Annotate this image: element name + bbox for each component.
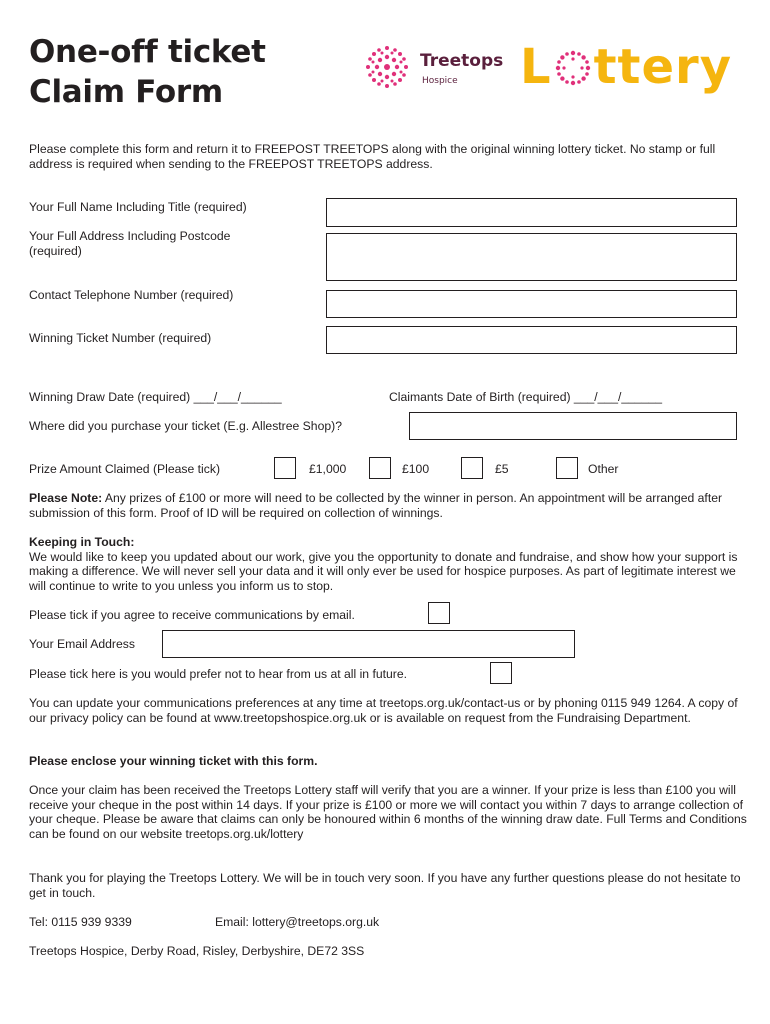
email-consent-label: Please tick if you agree to receive communications by email. bbox=[29, 608, 355, 622]
no-contact-label: Please tick here is you would prefer not to hear from us at all in future. bbox=[29, 667, 408, 681]
keeping-in-touch-heading: Keeping in Touch: bbox=[29, 535, 135, 549]
no-contact-checkbox[interactable] bbox=[490, 662, 512, 684]
address-field[interactable] bbox=[326, 233, 737, 281]
phone-label: Contact Telephone Number (required) bbox=[29, 288, 234, 302]
treetops-flower-icon bbox=[362, 42, 412, 92]
prize-5-label: £5 bbox=[495, 462, 509, 476]
prize-note bbox=[29, 491, 749, 520]
email-consent-checkbox[interactable] bbox=[428, 602, 450, 624]
phone-field[interactable] bbox=[326, 290, 737, 318]
ticket-number-field[interactable] bbox=[326, 326, 737, 354]
verification-text: Once your claim has been received the Treetops Lottery staff will verify that you are a winner. If your prize is less than £100 you will receive your cheque in the post within 14 days. If your prize is £100 or more we will contact you within 7 days to arrange collection of your cheque. Please be aware that claims can only be honoured within 6 months of the winning draw date. Full Terms and Conditions can be found on our website treetops.org.uk/lottery bbox=[29, 783, 747, 841]
ticket-number-label: Winning Ticket Number (required) bbox=[29, 331, 212, 345]
keeping-in-touch-section bbox=[29, 535, 749, 593]
email-address-field[interactable] bbox=[162, 630, 575, 658]
address-label bbox=[29, 229, 230, 258]
lottery-logo-l: L bbox=[520, 39, 552, 95]
prize-100-checkbox[interactable] bbox=[369, 457, 391, 479]
treetops-hospice-logo bbox=[362, 42, 522, 92]
keeping-in-touch-text: We would like to keep you updated about our work, give you the opportunity to donate and fundraise, and show how your support is making a difference. We will never sell your data and it will only ever be used for hospice purposes. As part of legitimate interest we will continue to write to you unless you inform us to stop. bbox=[29, 549, 738, 593]
date-of-birth-label: Claimants Date of Birth (required) ___/___/______ bbox=[389, 390, 663, 404]
hospice-logo-text: Hospice bbox=[422, 76, 458, 86]
email-address-label: Your Email Address bbox=[29, 637, 135, 651]
title-line-1: One-off ticket bbox=[29, 34, 266, 70]
prize-5-checkbox[interactable] bbox=[461, 457, 483, 479]
prize-note-heading: Please Note: bbox=[29, 491, 103, 505]
full-name-field[interactable] bbox=[326, 198, 737, 227]
treetops-logo-text: Treetops bbox=[420, 51, 504, 71]
intro-text: Please complete this form and return it to FREEPOST TREETOPS along with the original winning lottery ticket. No stamp or full address is required when sending to the FREEPOST TREETOPS address. bbox=[29, 142, 716, 171]
contact-telephone: Tel: 0115 939 9339 bbox=[29, 915, 132, 929]
lottery-logo bbox=[520, 36, 745, 98]
full-name-label: Your Full Name Including Title (required) bbox=[29, 200, 247, 214]
preferences-text: You can update your communications preferences at any time at treetops.org.uk/contact-us or by phoning 0115 949 1264. A copy of our privacy policy can be found at www.treetopshospice.org.uk or is available on request from the Fundraising Department. bbox=[29, 696, 738, 725]
page-title bbox=[29, 32, 349, 112]
thank-you-text: Thank you for playing the Treetops Lottery. We will be in touch very soon. If you have any further questions please do not hesitate to get in touch. bbox=[29, 871, 741, 900]
prize-other-label: Other bbox=[588, 462, 619, 476]
prize-note-text: Any prizes of £100 or more will need to be collected by the winner in person. An appointment will be arranged after submission of this form. Proof of ID will be required on collection of winnings. bbox=[29, 491, 723, 520]
lottery-logo-rest: ttery bbox=[593, 39, 732, 95]
prize-1000-label: £1,000 bbox=[309, 462, 347, 476]
address-label-line-1: Your Full Address Including Postcode bbox=[29, 229, 231, 243]
prize-amount-label: Prize Amount Claimed (Please tick) bbox=[29, 462, 221, 476]
prize-other-checkbox[interactable] bbox=[556, 457, 578, 479]
prize-100-label: £100 bbox=[402, 462, 430, 476]
lottery-flower-icon bbox=[553, 41, 593, 81]
address-label-line-2: (required) bbox=[29, 243, 82, 258]
draw-date-label: Winning Draw Date (required) ___/___/______ bbox=[29, 390, 282, 404]
purchase-location-label: Where did you purchase your ticket (E.g. Allestree Shop)? bbox=[29, 419, 342, 433]
title-line-2: Claim Form bbox=[29, 74, 223, 110]
prize-1000-checkbox[interactable] bbox=[274, 457, 296, 479]
enclose-ticket-text: Please enclose your winning ticket with this form. bbox=[29, 754, 318, 768]
contact-email: Email: lottery@treetops.org.uk bbox=[215, 915, 380, 929]
purchase-location-field[interactable] bbox=[409, 412, 737, 440]
contact-address: Treetops Hospice, Derby Road, Risley, Derbyshire, DE72 3SS bbox=[29, 944, 365, 958]
